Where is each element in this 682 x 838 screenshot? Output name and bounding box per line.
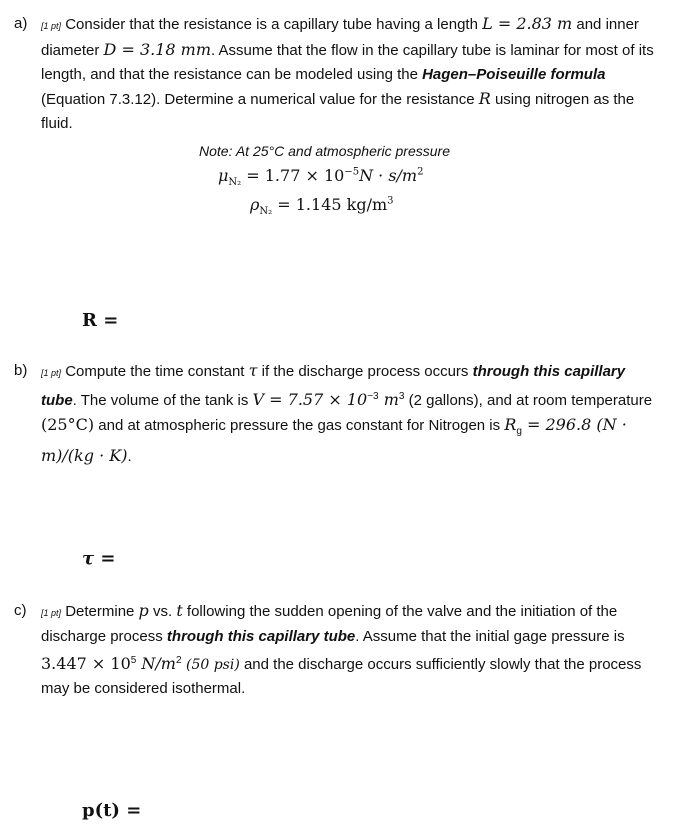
pressure-value: 3.447 × 10	[41, 654, 131, 673]
question-b-label: b)	[14, 362, 28, 379]
length-value: L = 2.83 m	[482, 14, 573, 33]
question-c-text: [1 pt] Determine p vs. t following the sudden opening of the valve and the initiation of the discharge process through this capillary tube. Assume that the initial gage pressure is $3.447 \times 10^5$ $N/m^2$ (50 psi) and the discharge occurs sufficiently slowly that the process may be considered isothermal.	[41, 601, 642, 697]
points-badge: [1 pt]	[41, 608, 62, 618]
question-c-label: c)	[14, 602, 27, 619]
note-text: Note: At 25°C and atmospheric pressure	[199, 143, 450, 159]
emphasis-text: through this capillary tube	[166, 628, 356, 645]
points-badge: [1 pt]	[41, 368, 62, 378]
question-a-text: [1 pt] Consider that the resistance is a capillary tube having a length L = 2.83 m and inner diameter D = 3.18 mm. Assume that the flow in the capillary tube is laminar for most of its length, and that the resistance can be modeled using the Hagen–Poiseuille formula (Equation 7.3.12). Determine a numerical value for the resistance R using nitrogen as the fluid.	[41, 14, 654, 132]
answer-b-field: τ =	[82, 548, 116, 569]
formula-name: Hagen–Poiseuille formula	[422, 66, 606, 83]
question-a	[14, 12, 664, 136]
emphasis-text: through this capillary tube	[41, 363, 626, 409]
question-a-label: a)	[14, 15, 28, 32]
question-b	[14, 359, 664, 469]
viscosity-equation: $\mu_{N_2} = 1.77 \times 10^{-5}N \cdot s/m^2$	[218, 166, 424, 189]
answer-c-field: p(t) =	[82, 800, 142, 821]
volume-value: V = 7.57 × 10	[252, 390, 368, 409]
question-b-text: [1 pt] Compute the time constant τ if the discharge process occurs through this capillary tube. The volume of the tank is $V = 7.57 \times 10^{-3}$ $m^3$ (2 gallons), and at room temperature (25°C) and at atmospheric pressure the gas constant for Nitrogen is $R_g = 296.8$ (N · m)/(kg · K).	[41, 361, 653, 465]
gas-constant: R	[504, 415, 517, 434]
answer-a-field: R =	[82, 310, 119, 331]
question-c	[14, 599, 664, 701]
points-badge: [1 pt]	[41, 21, 62, 31]
diameter-value: D = 3.18 mm	[103, 40, 211, 59]
density-equation: $\rho_{N_2} = 1.145$ $kg/m^3$	[250, 195, 394, 218]
